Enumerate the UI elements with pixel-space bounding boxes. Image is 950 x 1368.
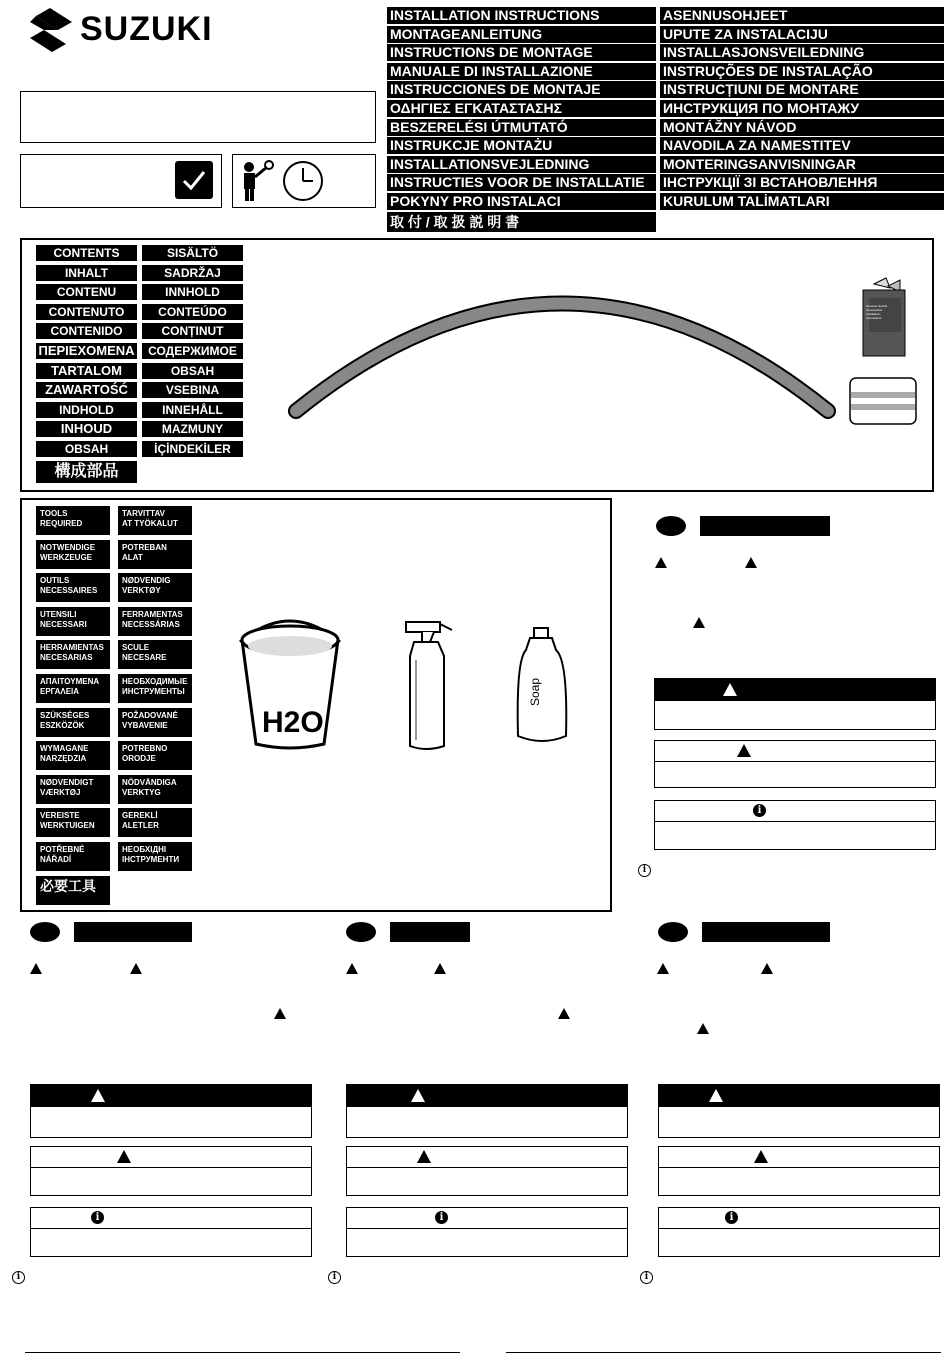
footer-rule-right xyxy=(506,1352,941,1353)
warning-triangle-icon xyxy=(657,963,669,974)
contents-label: OBSAH xyxy=(36,441,137,457)
booklet-line: Genuine Suzuki xyxy=(866,304,888,308)
checkmark-icon xyxy=(175,161,213,199)
tool-label: NØDVENDIG VERKTØY xyxy=(118,573,192,602)
caution-box xyxy=(658,1146,940,1196)
tool-label: POTREBAN ALAT xyxy=(118,540,192,569)
contents-label: TARTALOM xyxy=(36,363,137,379)
step-2-title xyxy=(74,922,192,942)
tool-label: TARVITTAV AT TYÖKALUT xyxy=(118,506,192,535)
step-4-number xyxy=(658,922,688,942)
contents-label: İÇİNDEKİLER xyxy=(142,441,243,457)
tool-label: POTŘEBNÉ NÁŘADÍ xyxy=(36,842,110,871)
warning-header xyxy=(31,1085,311,1107)
title-left-item: INSTRUCTIONS DE MONTAGE xyxy=(387,44,656,61)
warning-triangle-icon xyxy=(723,683,737,696)
warning-triangle-icon xyxy=(697,1023,709,1034)
contents-label: INDHOLD xyxy=(36,402,137,418)
warning-triangle-icon xyxy=(117,1150,131,1163)
contents-label: MAZMUNY xyxy=(142,421,243,437)
caution-box xyxy=(30,1146,312,1196)
tool-label: NOTWENDIGE WERKZEUGE xyxy=(36,540,110,569)
title-left-item: MONTAGEANLEITUNG xyxy=(387,26,656,43)
mechanic-wrench-icon xyxy=(239,159,279,203)
tool-label: TOOLS REQUIRED xyxy=(36,506,110,535)
tool-label: OUTILS NECESSAIRES xyxy=(36,573,110,602)
title-right-item: ASENNUSOHJEET xyxy=(660,7,944,24)
tool-label: UTENSILI NECESSARI xyxy=(36,607,110,636)
caution-box xyxy=(346,1146,628,1196)
squeegee-tool xyxy=(848,376,918,426)
title-right-item: ИНСТРУКЦИЯ ПО МОНТАЖУ xyxy=(660,100,944,117)
note-box xyxy=(346,1207,628,1257)
contents-label: INNEHÅLL xyxy=(142,402,243,418)
info-icon: i xyxy=(638,864,651,877)
tool-label: 必要工具 xyxy=(36,876,110,905)
contents-label: CONTENUTO xyxy=(36,304,137,320)
tool-label: HERRAMIENTAS NECESARIAS xyxy=(36,640,110,669)
tools-panel xyxy=(20,498,612,912)
tool-label: NØDVENDIGT VÆRKTØJ xyxy=(36,775,110,804)
caution-header xyxy=(655,741,935,762)
note-box xyxy=(658,1207,940,1257)
title-left-item: ΟΔΗΓΙΕΣ ΕΓΚΑΤΑΣΤΑΣΗΣ xyxy=(387,100,656,117)
title-right-item: MONTÁŽNY NÁVOD xyxy=(660,119,944,136)
soap-bottle xyxy=(512,626,572,750)
title-right-item: INSTALLASJONSVEILEDNING xyxy=(660,44,944,61)
booklet-line: Installation xyxy=(866,312,881,316)
caution-header xyxy=(347,1147,627,1168)
warning-triangle-icon xyxy=(434,963,446,974)
contents-label: CONTENIDO xyxy=(36,323,137,339)
warning-box xyxy=(658,1084,940,1138)
caution-header xyxy=(659,1147,939,1168)
note-box xyxy=(30,1207,312,1257)
contents-label: СОДЕРЖИМОЕ xyxy=(142,343,243,359)
tool-label: НЕОБХІДНІ ІНСТРУМЕНТИ xyxy=(118,842,192,871)
tool-label: POTREBNO ORODJE xyxy=(118,741,192,770)
contents-label: INHOUD xyxy=(36,421,137,437)
warning-triangle-icon xyxy=(417,1150,431,1163)
tool-label: SCULE NECESARE xyxy=(118,640,192,669)
brand-name: SUZUKI xyxy=(80,10,213,48)
warning-box xyxy=(346,1084,628,1138)
contents-label: CONTENU xyxy=(36,284,137,300)
footer-rule-left xyxy=(25,1352,460,1353)
note-header xyxy=(31,1208,311,1229)
warning-triangle-icon xyxy=(411,1089,425,1102)
tool-label: POŽADOVANÉ VYBAVENIE xyxy=(118,708,192,737)
soap-label: Soap xyxy=(528,677,542,706)
step-1-title xyxy=(700,516,830,536)
title-right-item: KURULUM TALİMATLARI xyxy=(660,193,944,210)
info-icon: i xyxy=(91,1211,104,1224)
contents-label: CONȚINUT xyxy=(142,323,243,339)
contents-label: OBSAH xyxy=(142,363,243,379)
step-2-number xyxy=(30,922,60,942)
warning-box xyxy=(30,1084,312,1138)
title-left-item: 取 付 / 取 扱 説 明 書 xyxy=(387,212,656,232)
warning-triangle-icon xyxy=(754,1150,768,1163)
info-icon: i xyxy=(640,1271,653,1284)
contents-label: CONTEÚDO xyxy=(142,304,243,320)
title-left-item: INSTRUCCIONES DE MONTAJE xyxy=(387,81,656,98)
tool-label: FERRAMENTAS NECESSÁRIAS xyxy=(118,607,192,636)
tool-label: GEREKLİ ALETLER xyxy=(118,808,192,837)
info-icon: i xyxy=(435,1211,448,1224)
note-header xyxy=(659,1208,939,1229)
title-right-item: NAVODILA ZA NAMESTITEV xyxy=(660,137,944,154)
check-box-panel xyxy=(20,154,222,208)
warning-header xyxy=(659,1085,939,1107)
booklet-line: Instructions xyxy=(866,316,882,320)
info-icon: i xyxy=(12,1271,25,1284)
contents-label: INNHOLD xyxy=(142,284,243,300)
step-4-title xyxy=(702,922,830,942)
note-header xyxy=(655,801,935,822)
warning-triangle-icon xyxy=(745,557,757,568)
title-right-item: UPUTE ZA INSTALACIJU xyxy=(660,26,944,43)
warning-triangle-icon xyxy=(655,557,667,568)
tool-label: NÖDVÄNDIGA VERKTYG xyxy=(118,775,192,804)
suzuki-s-icon xyxy=(28,8,74,52)
step-3-title xyxy=(390,922,470,942)
note-box xyxy=(654,800,936,850)
caution-box xyxy=(654,740,936,788)
note-header xyxy=(347,1208,627,1229)
warning-triangle-icon xyxy=(346,963,358,974)
warning-triangle-icon xyxy=(130,963,142,974)
suzuki-logo xyxy=(28,8,268,52)
warning-header xyxy=(347,1085,627,1107)
title-right-item: INSTRUCȚIUNI DE MONTARE xyxy=(660,81,944,98)
warning-triangle-icon xyxy=(558,1008,570,1019)
warning-triangle-icon xyxy=(737,744,751,757)
warning-triangle-icon xyxy=(30,963,42,974)
title-left-item: POKYNY PRO INSTALACI xyxy=(387,193,656,210)
warning-header xyxy=(655,679,935,701)
tool-label: ΑΠΑΙΤΟΥΜΕΝΑ ΕΡΓΑΛΕΙΑ xyxy=(36,674,110,703)
contents-panel xyxy=(20,238,934,492)
contents-label: SISÄLTÖ xyxy=(142,245,243,261)
contents-label: VSEBINA xyxy=(142,382,243,398)
step-1-number xyxy=(656,516,686,536)
title-left-item: INSTALLATION INSTRUCTIONS xyxy=(387,7,656,24)
title-left-item: INSTRUCTIES VOOR DE INSTALLATIE xyxy=(387,174,656,191)
contents-label: CONTENTS xyxy=(36,245,137,261)
fender-trim-strip xyxy=(282,266,842,426)
contents-label: ZAWARTOŚĆ xyxy=(36,382,137,398)
contents-label: SADRŽAJ xyxy=(142,265,243,281)
tool-label: WYMAGANE NARZĘDZIA xyxy=(36,741,110,770)
tool-label: НЕОБХОДИМЫЕ ИНСТРУМЕНТЫ xyxy=(118,674,192,703)
title-left-item: BESZERELÉSI ÚTMUTATÓ xyxy=(387,119,656,136)
title-left-item: INSTALLATIONSVEJLEDNING xyxy=(387,156,656,173)
title-right-item: ІНСТРУКЦІЇ ЗІ ВСТАНОВЛЕННЯ xyxy=(660,174,944,191)
contents-label: INHALT xyxy=(36,265,137,281)
title-left-item: MANUALE DI INSTALLAZIONE xyxy=(387,63,656,80)
info-icon: i xyxy=(753,804,766,817)
title-right-item: MONTERINGSANVISNINGAR xyxy=(660,156,944,173)
warning-triangle-icon xyxy=(274,1008,286,1019)
title-right-item: INSTRUÇÕES DE INSTALAÇÃO xyxy=(660,63,944,80)
title-left-item: INSTRUKCJE MONTAŻU xyxy=(387,137,656,154)
warning-box xyxy=(654,678,936,730)
tool-label: SZÜKSÉGES ESZKÖZÖK xyxy=(36,708,110,737)
info-icon: i xyxy=(328,1271,341,1284)
info-icon: i xyxy=(725,1211,738,1224)
warning-triangle-icon xyxy=(709,1089,723,1102)
contents-label: 構成部品 xyxy=(36,461,137,483)
caution-header xyxy=(31,1147,311,1168)
warning-triangle-icon xyxy=(761,963,773,974)
contents-label: ΠΕΡΙΕΧΟΜΕΝΑ xyxy=(36,343,137,359)
warning-triangle-icon xyxy=(693,617,705,628)
bucket-label: H2O xyxy=(262,706,324,739)
step-3-number xyxy=(346,922,376,942)
clock-icon xyxy=(281,159,325,203)
spray-bottle xyxy=(392,616,462,756)
warning-triangle-icon xyxy=(91,1089,105,1102)
time-panel xyxy=(232,154,376,208)
part-number-box xyxy=(20,91,376,143)
tool-label: VEREISTE WERKTUIGEN xyxy=(36,808,110,837)
booklet-line: Accessories xyxy=(866,308,883,312)
booklet-text xyxy=(866,304,902,320)
